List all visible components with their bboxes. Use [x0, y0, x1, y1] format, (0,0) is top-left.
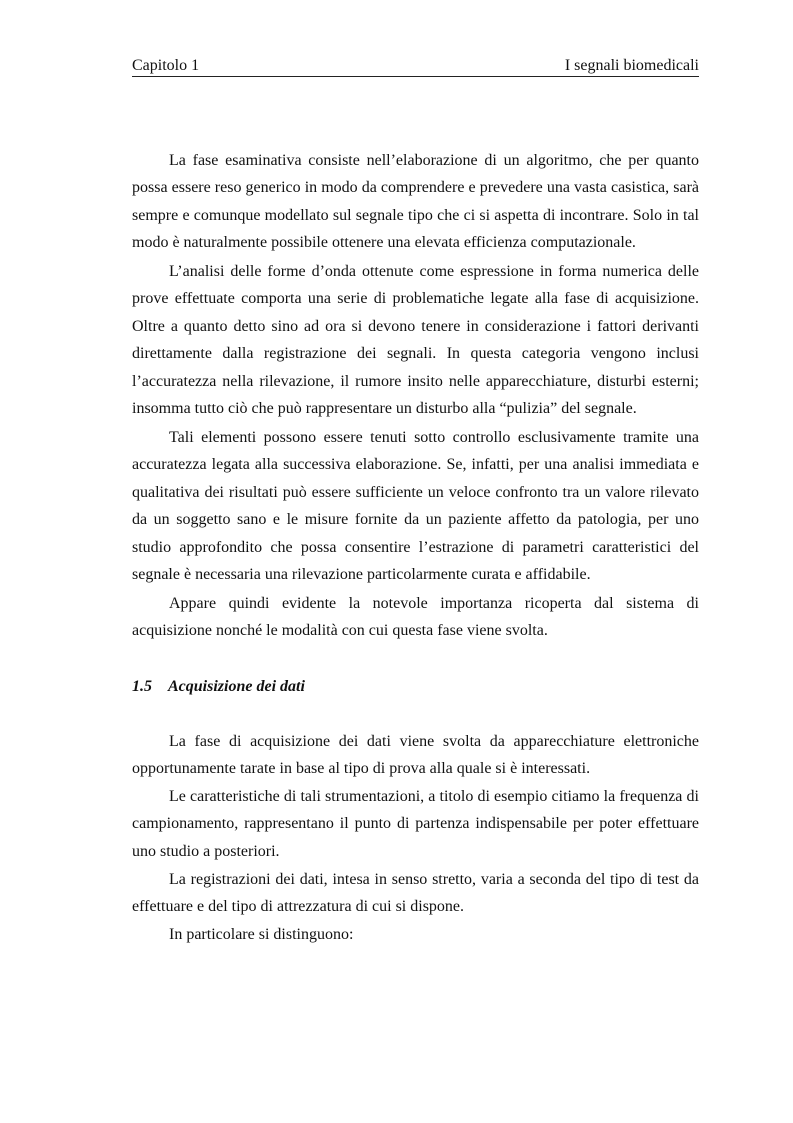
page-header [132, 56, 699, 77]
chapter-label: Capitolo 1 [132, 57, 200, 74]
paragraph: La registrazioni dei dati, intesa in senso stretto, varia a seconda del tipo di test da effettuare e del tipo di attrezzatura di cui si dispone. [132, 871, 699, 916]
section-title: Acquisizione dei dati [168, 678, 305, 695]
paragraph: La fase di acquisizione dei dati viene svolta da apparecchiature elettroniche opportunamente tarate in base al tipo di prova alla quale si è interessati. [132, 733, 699, 778]
section-number: 1.5 [132, 678, 152, 695]
paragraph: In particolare si distinguono: [169, 926, 354, 943]
paragraph: L’analisi delle forme d’onda ottenute come espressione in forma numerica delle prove effettuate comporta una serie di problematiche legate alla fase di acquisizione. Oltre a quanto detto sino ad ora si devono tenere in considerazione i fattori derivanti direttamente dalla registrazione dei segnali. In questa categoria vengono inclusi l’accuratezza nella rilevazione, il rumore insito nelle apparecchiature, disturbi esterni; insomma tutto ciò che può rappresentare un disturbo alla “pulizia” del segnale. [132, 263, 699, 418]
section-heading [132, 676, 305, 698]
paragraph: Le caratteristiche di tali strumentazioni, a titolo di esempio citiamo la frequenza di campionamento, rappresentano il punto di partenza indispensabile per poter effettuare uno studio a posteriori. [132, 788, 699, 860]
paragraph: Appare quindi evidente la notevole importanza ricoperta dal sistema di acquisizione nonché le modalità con cui questa fase viene svolta. [132, 595, 699, 640]
chapter-title: I segnali biomedicali [564, 57, 699, 74]
paragraph: Tali elementi possono essere tenuti sotto controllo esclusivamente tramite una accuratezza legata alla successiva elaborazione. Se, infatti, per una analisi immediata e qualitativa dei risultati può essere sufficiente un veloce confronto tra un valore rilevato da un soggetto sano e le misure fornite da un paziente affetto da patologia, per uno studio approfondito che possa consentire l’estrazione di parametri caratteristici del segnale è necessaria una rilevazione particolarmente curata e affidabile. [132, 429, 699, 584]
paragraph: La fase esaminativa consiste nell’elaborazione di un algoritmo, che per quanto possa essere reso generico in modo da comprendere e prevedere una vasta casistica, sarà sempre e comunque modellato sul segnale tipo che ci si aspetta di incontrare. Solo in tal modo è naturalmente possibile ottenere una elevata efficienza computazionale. [132, 152, 699, 252]
